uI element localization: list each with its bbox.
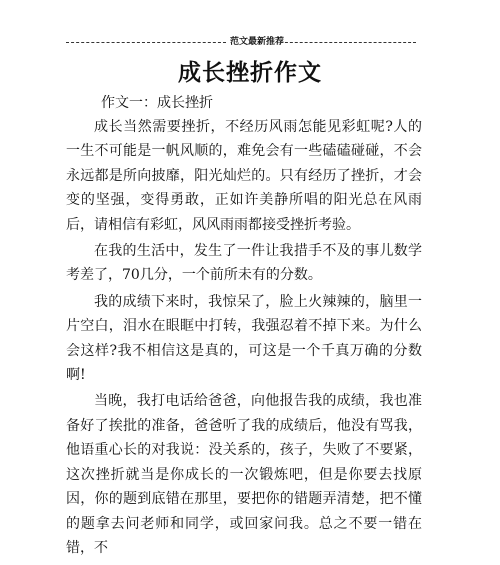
paragraph-3: 我的成绩下来时，我惊呆了，脸上火辣辣的，脑里一片空白，泪水在眼眶中打转，我强忍着不掉下来。为什么会这样?我不相信这是真的，可这是一个千真万确的分数啊! xyxy=(66,293,422,384)
document-title: 成长挫折作文 xyxy=(178,59,322,86)
header-label: 范文最新推荐 xyxy=(230,37,285,47)
paragraph-2: 在我的生活中，发生了一件让我措手不及的事儿数学考差了，70几分，一个前所未有的分数。 xyxy=(66,243,422,284)
header-divider-right xyxy=(280,42,416,43)
document-subtitle: 作文一：成长挫折 xyxy=(101,95,213,111)
document-body xyxy=(66,115,422,562)
page-header xyxy=(66,36,416,48)
paragraph-1: 成长当然需要挫折，不经历风雨怎能见彩虹呢?人的一生不可能是一帆风顺的，难免会有一些磕磕碰碰，不会永远都是所向披靡，阳光灿烂的。只有经历了挫折，才会变的坚强，变得勇敢，正如许美静所唱的阳光总在风雨后，请相信有彩虹，风风雨雨都接受挫折考验。 xyxy=(66,119,422,233)
header-divider-left xyxy=(66,42,226,43)
paragraph-4: 当晚，我打电话给爸爸，向他报告我的成绩，我也准备好了挨批的准备，爸爸听了我的成绩后，他没有骂我，他语重心长的对我说：没关系的，孩子，失败了不要紧，这次挫折就当是你成长的一次锻炼吧，但是你要去找原因，你的题到底错在那里，要把你的错题弄清楚，把不懂的题拿去问老师和同学，或回家问我。总之不要一错在错，不 xyxy=(66,393,422,556)
